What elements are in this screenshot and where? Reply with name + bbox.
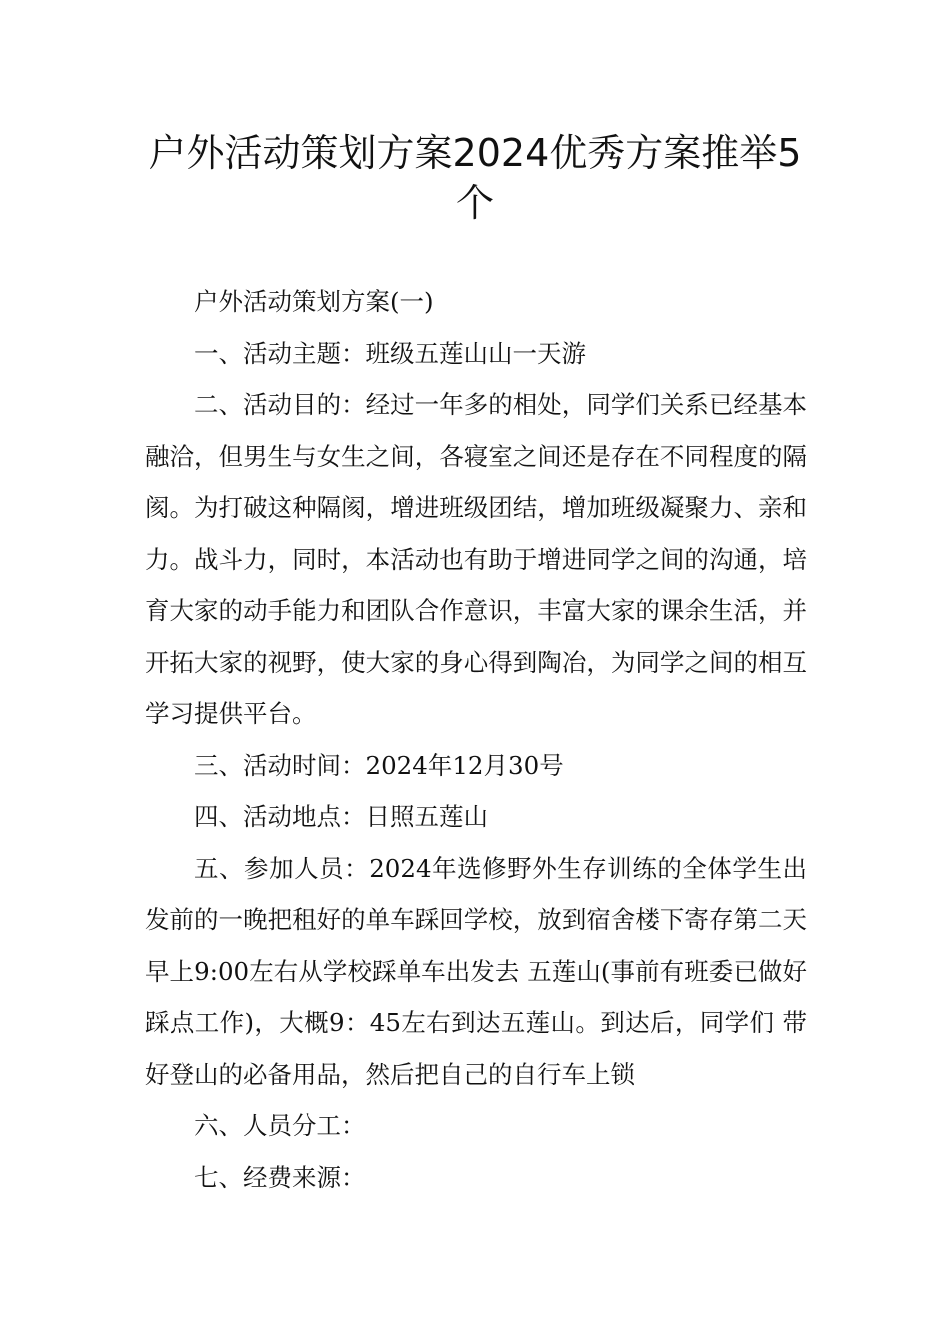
document-body (145, 276, 807, 1203)
paragraph-activity-time: 三、活动时间：2024年12月30号 (194, 750, 564, 780)
paragraph-activity-purpose: 二、活动目的：经过一年多的相处，同学们关系已经基本融洽，但男生与女生之间，各寝室之间还是存在不同程度的隔阂。为打破这种隔阂，增进班级团结，增加班级凝聚力、亲和力。战斗力，同时，本活动也有助于增进同学之间的沟通，培育大家的动手能力和团队合作意识，丰富大家的课余生活，并开拓大家的视野，使大家的身心得到陶冶，为同学之间的相互学习提供平台。 (145, 390, 807, 728)
paragraph-activity-location: 四、活动地点：日照五莲山 (194, 802, 488, 831)
paragraph-funding-source: 七、经费来源： (194, 1162, 366, 1192)
document-title: 户外活动策划方案2024优秀方案推举5个 (148, 131, 802, 225)
paragraph-staff-assignment: 六、人员分工： (194, 1111, 366, 1140)
paragraph-plan-heading: 户外活动策划方案(一) (194, 287, 434, 316)
paragraph-activity-theme: 一、活动主题：班级五莲山山一天游 (194, 338, 586, 368)
paragraph-participants: 五、参加人员：2024年选修野外生存训练的全体学生出发前的一晚把租好的单车踩回学校，放到宿舍楼下寄存第二天早上9:00左右从学校踩单车出发去 五莲山(事前有班委已做好踩点工作)，大概9：45左右到达五莲山。到达后，同学们 带好登山的必备用品，然后把自己的自行车上锁 (145, 853, 807, 1089)
